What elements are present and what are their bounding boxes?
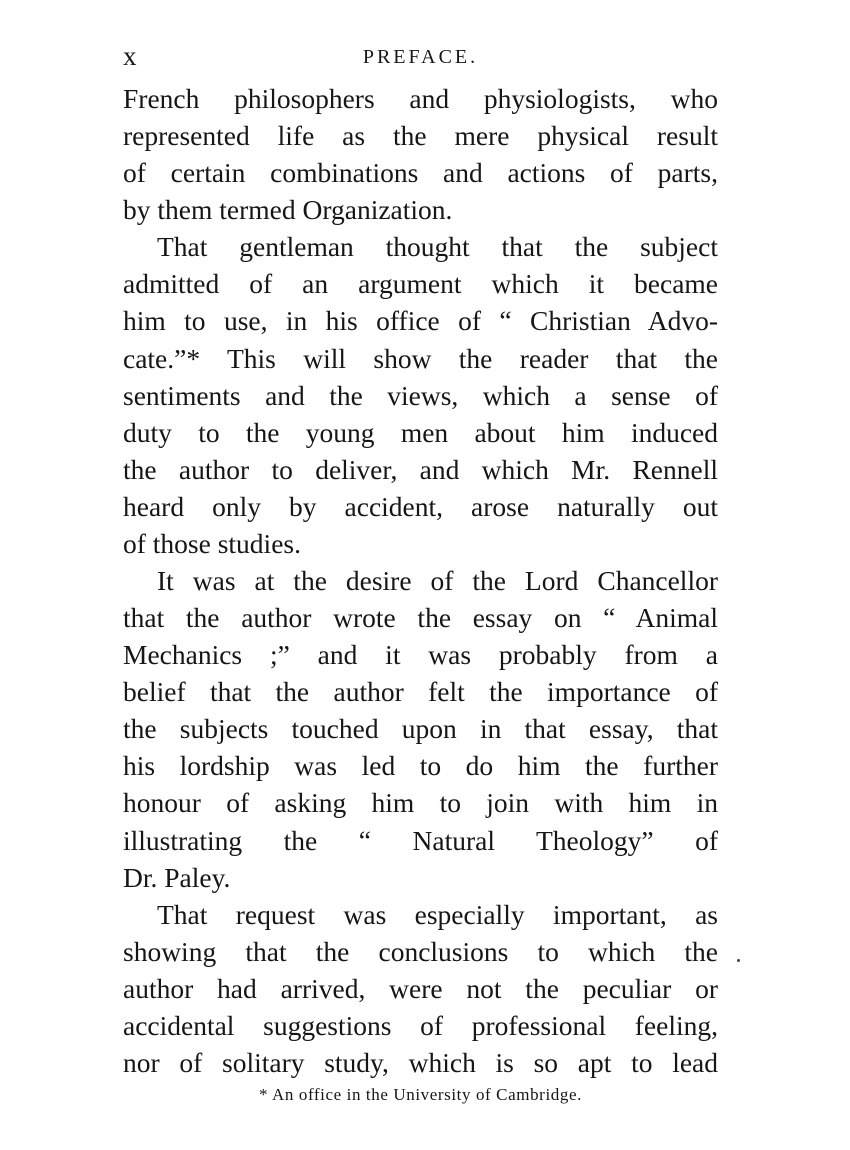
text-line: of those studies. [123, 527, 301, 559]
running-head [123, 38, 718, 74]
text-line: That gentleman thought that the subject [157, 231, 718, 263]
text-line: represented life as the mere physical result [123, 120, 718, 152]
text-line: of certain combinations and actions of parts, [123, 157, 718, 189]
text-line: him to use, in his office of “ Christian Advo- [123, 305, 718, 337]
text-line: French philosophers and physiologists, who [123, 83, 718, 114]
text-line: That request was especially important, as [157, 898, 718, 930]
text-line: nor of solitary study, which is so apt to lead [123, 1047, 718, 1079]
margin-speck [737, 959, 740, 962]
text-line: Mechanics ;” and it was probably from a [123, 639, 718, 671]
text-line: cate.”* This will show the reader that the [123, 342, 718, 374]
page-number: x [123, 41, 137, 71]
text-line: illustrating the “ Natural Theology” of [123, 824, 718, 856]
text-line: Dr. Paley. [123, 861, 231, 893]
text-line: that the author wrote the essay on “ Animal [123, 602, 718, 634]
text-line: duty to the young men about him induced [123, 416, 718, 448]
text-line: the author to deliver, and which Mr. Rennell [123, 453, 718, 485]
text-line: It was at the desire of the Lord Chancellor [157, 565, 718, 597]
text-line: belief that the author felt the importance of [123, 676, 718, 708]
text-line: his lordship was led to do him the further [123, 750, 718, 782]
text-line: by them termed Organization. [123, 194, 453, 226]
text-line: showing that the conclusions to which the [123, 935, 718, 967]
text-line: sentiments and the views, which a sense of [123, 379, 718, 411]
body-text [123, 80, 718, 1081]
text-line: accidental suggestions of professional feeling, [123, 1009, 718, 1041]
text-line: heard only by accident, arose naturally out [123, 490, 718, 522]
footnote: * An office in the University of Cambridge. [259, 1085, 582, 1104]
text-line: admitted of an argument which it became [123, 268, 718, 300]
text-line: honour of asking him to join with him in [123, 787, 718, 819]
running-title: PREFACE. [362, 46, 479, 68]
text-line: author had arrived, were not the peculiar or [123, 972, 718, 1004]
text-line: the subjects touched upon in that essay, that [123, 713, 718, 745]
